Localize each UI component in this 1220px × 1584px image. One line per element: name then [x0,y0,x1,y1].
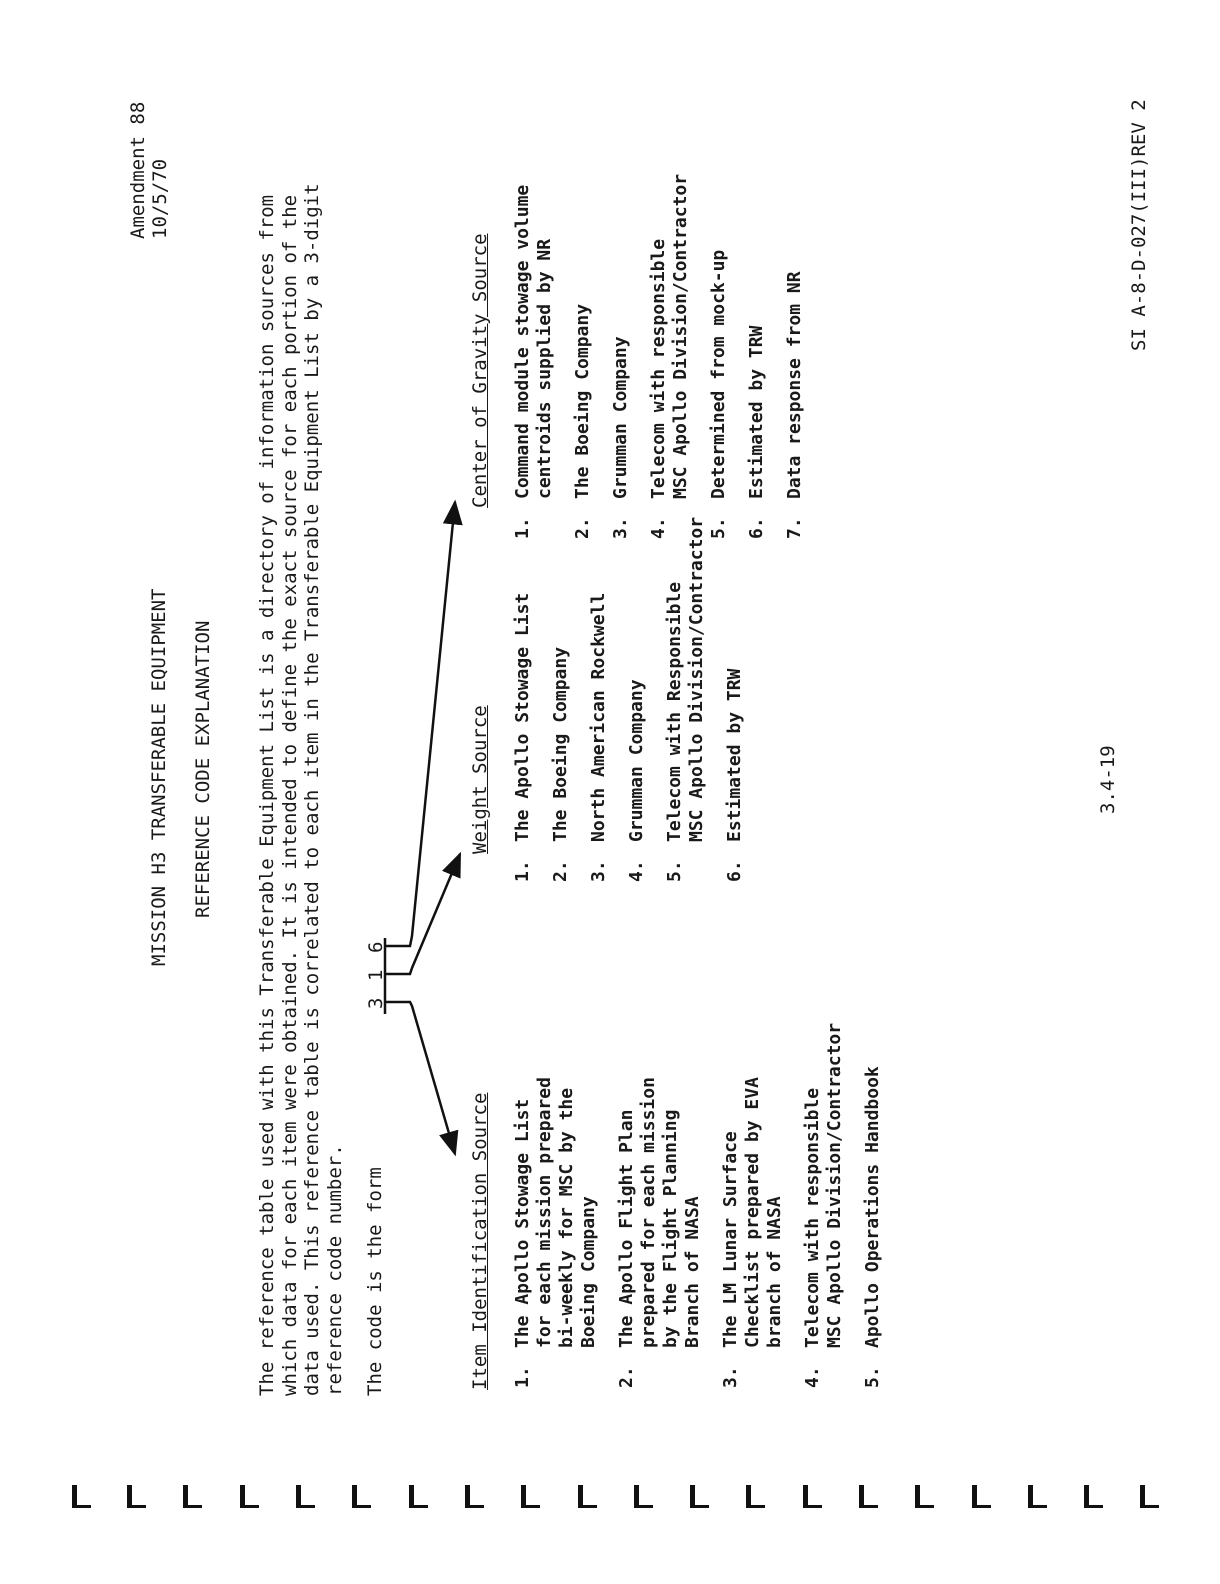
list-item [616,1023,704,1388]
edge-mark [1140,1485,1159,1508]
list-text: Estimated by TRW [724,668,745,842]
list-item [512,174,556,539]
list-text: Grumman Company [626,679,647,842]
edge-mark [859,1485,878,1508]
list-text: MSC Apollo Division/Contractor [670,173,691,499]
list-text: Data response from NR [784,271,805,499]
edge-mark [915,1485,934,1508]
list-number: 4. [648,517,669,539]
list-number: 3. [720,1366,741,1388]
list-number: 3. [588,860,609,882]
edge-mark [127,1485,146,1508]
edge-mark [803,1485,822,1508]
list-text: branch of NASA [764,1196,785,1348]
list-number: 4. [626,860,647,882]
list-text: The Boeing Company [572,303,593,499]
list-text: Checklist prepared by EVA [742,1077,763,1348]
list-item [550,517,572,882]
intro-line: reference code number. [323,1144,346,1396]
list-item [588,517,610,882]
list-number: 5. [862,1366,883,1388]
code-form-label: The code is the form [364,1167,386,1396]
edge-mark [352,1485,371,1508]
list-text: prepared for each mission [638,1077,659,1348]
list-text: for each mission prepared [534,1077,555,1348]
list-item [512,1023,600,1388]
arrow-center-of-gravity [386,502,455,946]
list-item [512,517,534,882]
list-item [784,174,806,539]
list-text: Grumman Company [610,336,631,499]
item-identification-list [512,1023,900,1388]
edge-mark [465,1485,484,1508]
list-text: North American Rockwell [588,592,609,842]
list-text: The Apollo Stowage List [512,592,533,842]
heading-center-of-gravity: Center of Gravity Source [469,233,491,508]
code-digit-2: 1 [365,969,387,981]
list-number: 6. [746,517,767,539]
list-number: 1. [512,517,533,539]
list-text: Telecom with responsible [802,1087,823,1348]
edge-mark [1028,1485,1047,1508]
intro-line: data used. This reference table is correlated to each item in the Transferable Equipment List by a 3-digit [301,183,323,1396]
list-text: centroids supplied by NR [534,238,555,499]
list-text: Boeing Company [578,1196,599,1348]
list-text: Command module stowage volume [512,184,533,499]
list-number: 2. [616,1366,637,1388]
list-number: 5. [708,517,729,539]
page-number: 3.4-19 [1097,745,1119,814]
list-number: 1. [512,860,533,882]
edge-mark [72,1485,91,1508]
list-text: MSC Apollo Division/Contractor [824,1022,845,1348]
arrow-item-identification [386,1002,455,1154]
intro-line: The reference table used with this Transferable Equipment List is a directory of information sources from [256,194,278,1396]
list-item [610,174,632,539]
list-text: Branch of NASA [682,1196,703,1348]
page-subtitle: REFERENCE CODE EXPLANATION [192,620,214,918]
list-text: The Apollo Stowage List [512,1098,533,1348]
list-text: Apollo Operations Handbook [862,1066,883,1348]
list-text: Telecom with responsible [648,238,669,499]
list-text: Determined from mock-up [708,249,729,499]
list-number: 6. [724,860,745,882]
edge-mark [1084,1485,1103,1508]
heading-weight-source: Weight Source [469,705,491,854]
list-number: 1. [512,1366,533,1388]
list-text: The LM Lunar Surface [720,1131,741,1348]
code-digit-1: 3 [365,997,387,1009]
list-number: 7. [784,517,805,539]
edge-mark [746,1485,765,1508]
list-text: MSC Apollo Division/Contractor [686,516,707,842]
list-item [664,517,708,882]
edge-mark [240,1485,259,1508]
list-item [626,517,648,882]
list-number: 3. [610,517,631,539]
code-digit-3: 6 [365,941,387,953]
list-item [572,174,594,539]
list-item [724,517,746,882]
edge-mark [296,1485,315,1508]
list-text: The Apollo Flight Plan [616,1109,637,1348]
heading-item-identification: Item Identification Source [469,1092,491,1390]
edge-mark [183,1485,202,1508]
list-text: The Boeing Company [550,646,571,842]
edge-mark [634,1485,653,1508]
arrow-weight [386,854,460,974]
list-item [802,1023,846,1388]
page-title: MISSION H3 TRANSFERABLE EQUIPMENT [148,588,170,966]
edge-mark [690,1485,709,1508]
edge-mark [972,1485,991,1508]
weight-source-list [512,517,762,882]
edge-mark [578,1485,597,1508]
list-item [746,174,768,539]
list-text: Telecom with Responsible [664,581,685,842]
document-number: SI A-8-D-027(III)REV 2 [1128,99,1150,351]
amendment-label: Amendment 88 [127,101,149,239]
amendment-date: 10/5/70 [149,158,171,239]
edge-mark [521,1485,540,1508]
center-of-gravity-list [512,174,822,539]
list-number: 4. [802,1366,823,1388]
list-number: 2. [550,860,571,882]
list-text: bi-weekly for MSC by the [556,1087,577,1348]
intro-line: which data for each item were obtained. It is intended to define the exact source for each portion of the [278,194,301,1396]
edge-mark [409,1485,428,1508]
list-text: Estimated by TRW [746,325,767,499]
list-number: 2. [572,517,593,539]
list-item [720,1023,786,1388]
list-item [862,1023,884,1388]
list-item [648,174,692,539]
list-text: by the Flight Planning [660,1109,681,1348]
list-item [708,174,730,539]
list-number: 5. [664,860,685,882]
